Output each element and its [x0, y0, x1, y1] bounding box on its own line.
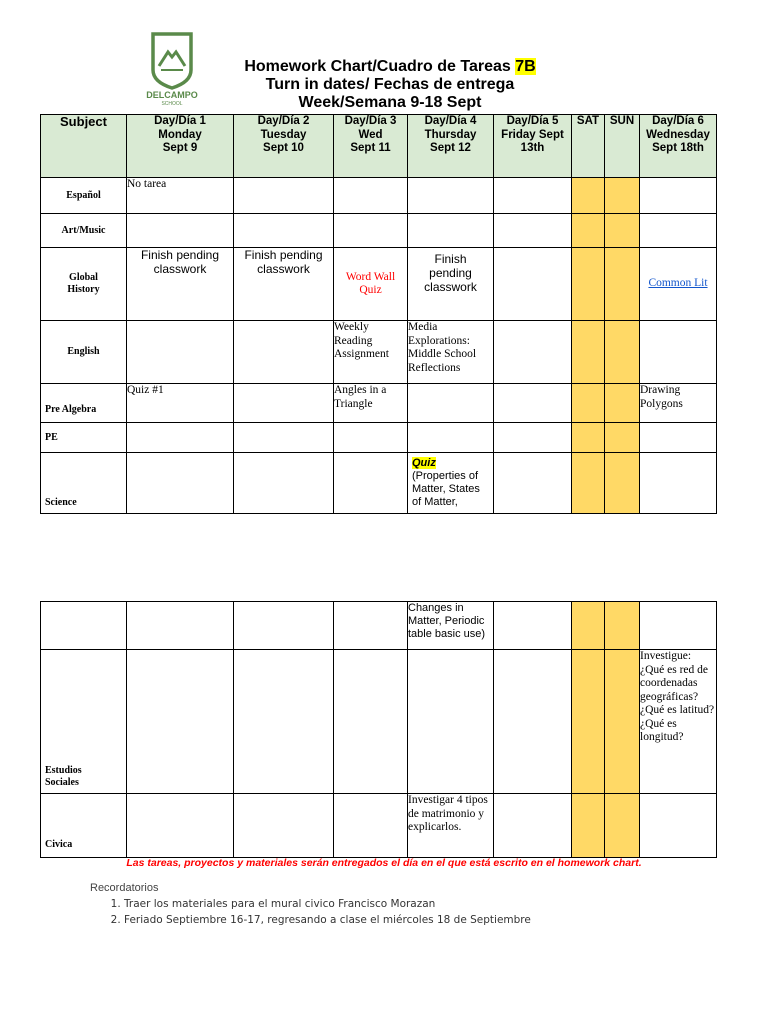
col-day2: Day/Día 2 Tuesday Sept 10 — [234, 115, 334, 178]
table-row — [41, 650, 717, 794]
col-day3: Day/Día 3 Wed Sept 11 — [334, 115, 408, 178]
homework-table — [40, 114, 717, 514]
cell-prealgebra-d3: Angles in a Triangle — [334, 384, 408, 423]
subject-civica: Civica — [41, 794, 127, 858]
common-lit-link[interactable]: Common Lit — [648, 277, 708, 290]
table-row — [41, 178, 717, 214]
cell-prealgebra-d1: Quiz #1 — [127, 384, 234, 423]
col-day4: Day/Día 4 Thursday Sept 12 — [408, 115, 494, 178]
cell-civica-d4: Investigar 4 tipos de matrimonio y explicarlos. — [408, 794, 494, 858]
table-row — [41, 794, 717, 858]
list-item: 2. Feriado Septiembre 16-17, regresando a clase el miércoles 18 de Septiembre — [124, 912, 531, 928]
cell-history-d6 — [640, 248, 717, 321]
cell-prealgebra-d6: Drawing Polygons — [640, 384, 717, 423]
class-badge: 7B — [515, 58, 536, 75]
table-row — [41, 321, 717, 384]
table-row — [41, 453, 717, 514]
table-row — [41, 214, 717, 248]
list-item: 1. Traer los materiales para el mural civico Francisco Morazan — [124, 896, 531, 912]
col-subject: Subject — [41, 115, 127, 178]
homework-table-continued — [40, 601, 717, 858]
cell-english-d3: Weekly Reading Assignment — [334, 321, 408, 384]
table-row — [41, 602, 717, 650]
col-sat: SAT — [572, 115, 605, 178]
title-line-2: Turn in dates/ Fechas de entrega — [265, 76, 515, 93]
col-day1: Day/Día 1 Monday Sept 9 — [127, 115, 234, 178]
col-sun: SUN — [605, 115, 640, 178]
table-row — [41, 248, 717, 321]
table-row — [41, 423, 717, 453]
subject-sociales: Estudios Sociales — [41, 650, 127, 794]
table-row — [41, 384, 717, 423]
reminders-list — [90, 896, 531, 928]
title-text: Homework Chart/Cuadro de Tareas — [244, 58, 516, 75]
cell-science-d4-cont: Changes in Matter, Periodic table basic use) — [408, 602, 494, 650]
cell-history-d2: Finish pending classwork — [234, 248, 334, 321]
col-day5: Day/Día 5 Friday Sept 13th — [494, 115, 572, 178]
subject-pe: PE — [41, 423, 127, 453]
cell-history-d4: Finish pending classwork — [408, 248, 494, 321]
reminders-title: Recordatorios — [90, 882, 159, 894]
subject-espanol: Español — [41, 178, 127, 214]
col-day6: Day/Día 6 Wednesday Sept 18th — [640, 115, 717, 178]
quiz-highlight: Quiz — [412, 457, 436, 469]
subject-prealgebra: Pre Algebra — [41, 384, 127, 423]
delivery-note: Las tareas, proyectos y materiales serán entregados el día en el que está escrito en el homework chart. — [126, 857, 642, 869]
page-title — [200, 58, 580, 112]
cell-history-d3: Word Wall Quiz — [334, 248, 408, 321]
subject-history: Global History — [41, 248, 127, 321]
cell-science-d4: Quiz (Properties of Matter, States of Matter, — [408, 453, 494, 514]
subject-art: Art/Music — [41, 214, 127, 248]
subject-english: English — [41, 321, 127, 384]
cell-sociales-d6: Investigue: ¿Qué es red de coordenadas geográficas? ¿Qué es latitud? ¿Qué es longitud? — [640, 650, 717, 794]
logo-sub: SCHOOL — [161, 101, 183, 105]
logo-name: DELCAMPO — [146, 90, 198, 100]
cell-english-d4: Media Explorations: Middle School Reflections — [408, 321, 494, 384]
subject-science: Science — [41, 453, 127, 514]
cell-history-d1: Finish pending classwork — [127, 248, 234, 321]
reminders — [90, 882, 531, 928]
title-line-3: Week/Semana 9-18 Sept — [298, 94, 482, 111]
header-row — [41, 115, 717, 178]
cell-espanol-d1: No tarea — [127, 178, 234, 214]
